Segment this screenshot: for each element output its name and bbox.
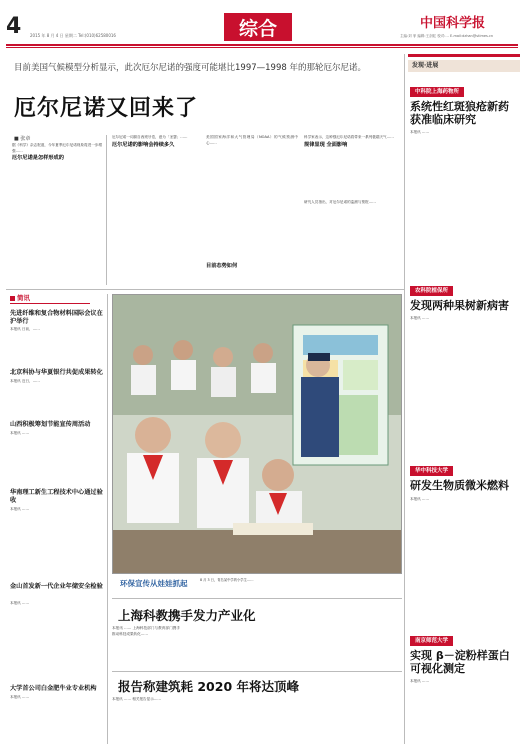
sidebar-item-text: 本报讯 ……	[410, 316, 430, 320]
section-label: 综合	[224, 13, 292, 41]
brief-text: 本报讯 ……	[10, 431, 30, 435]
brief-text: 本报讯 近日，……	[10, 379, 40, 383]
brief-text: 本报讯 日前，……	[10, 327, 40, 331]
newspaper-logo: 中国科学报	[420, 16, 486, 31]
header-rule-thin	[6, 47, 518, 48]
news-photo	[112, 294, 402, 574]
lead-column-3-text: 美国国家海洋和大气管理局（NOAA）的气候预测中心……	[206, 135, 298, 145]
lead-column-5-text: 研究人员指出，对厄尔尼诺的监测与预报……	[304, 200, 376, 204]
sidebar-tag: 中科院上海药物所	[410, 87, 464, 97]
sidebar-heading: 发现·进展	[408, 60, 520, 72]
column-divider	[106, 135, 107, 285]
sidebar	[408, 54, 520, 744]
sidebar-item-title: 研发生物质微米燃料	[410, 479, 509, 492]
issue-meta: 2015 年 8 月 4 日 星期二 Tel:(010)62580016	[30, 33, 116, 38]
sidebar-item-text: 本报讯 ……	[410, 130, 430, 134]
section-divider	[112, 671, 402, 672]
page-header	[0, 0, 524, 44]
sidebar-item-title: 实现 β－淀粉样蛋白可视化测定	[410, 649, 510, 675]
sidebar-item-title: 系统性红斑狼疮新药获准临床研究	[410, 100, 509, 126]
lead-subhead-2-block	[206, 262, 298, 282]
lead-column-5	[304, 200, 402, 285]
briefs-heading	[10, 294, 90, 304]
sidebar-item-text: 本报讯 ……	[410, 679, 430, 683]
lead-subhead-4: 规律显现 全面影响	[304, 141, 348, 148]
page-number: 4	[6, 14, 22, 39]
photo-caption-title: 环保宣传从娃娃抓起	[120, 579, 188, 588]
brief-title: 先进纤维和复合物材料国际会议在沪举行	[10, 310, 103, 325]
photo-caption-text: 8 月 3 日，青岛某中学的小学生……	[200, 578, 254, 582]
briefs-icon	[10, 296, 15, 301]
article-title: 上海科教携手发力产业化	[118, 608, 256, 623]
article-title: 报告称建筑耗 2020 年将达顶峰	[118, 679, 299, 694]
lead-subhead-3: 厄尔尼诺的影响会持续多久	[112, 141, 175, 148]
section-divider	[6, 289, 404, 290]
sidebar-top-rule	[408, 54, 520, 57]
lead-subhead-1: 厄尔尼诺是怎样形成的	[12, 155, 64, 162]
briefs-heading-text: 简讯	[17, 294, 30, 302]
lead-kicker: 目前美国气候模型分析显示，此次厄尔尼诺的强度可能堪比1997—1998 年的那轮厄尔尼诺。	[14, 63, 366, 73]
lead-column-1	[12, 143, 102, 283]
brief-title: 北京科协与华夏银行共促成果转化	[10, 369, 103, 376]
brief-text: 本报讯 ……	[10, 601, 30, 605]
brief-title: 金山首发新一代企业年储安全检验	[10, 583, 103, 590]
lead-column-2-text: 厄尔尼诺一词源自西班牙语，意为「圣婴」……	[112, 135, 188, 139]
brief-title: 山西积极筹划节能宣传周活动	[10, 421, 91, 428]
sidebar-item-text: 本报讯 ……	[410, 497, 430, 501]
brief-title: 大学首公司白金肥牛业专业机构	[10, 685, 97, 692]
header-rule	[6, 44, 518, 46]
sidebar-tag: 南京师范大学	[410, 636, 453, 646]
lead-column-4-text: 科学家表示，这种强厄尔尼诺将带来一系列极端天气……	[304, 135, 394, 139]
sidebar-tag: 华中科技大学	[410, 466, 453, 476]
article-body: 本报讯 …… 上海科技部门与教育部门携手推动科技成果转化……	[112, 626, 180, 636]
column-divider	[107, 294, 108, 744]
photo-illustration	[113, 295, 402, 574]
sidebar-tag: 农科院植保所	[410, 286, 453, 296]
article-body: 本报讯 …… 相关报告显示……	[112, 697, 162, 701]
section-divider	[112, 598, 402, 599]
brief-title: 华南理工新生工程技术中心通过验收	[10, 489, 103, 504]
lead-subhead-2: 目前态势如何	[206, 263, 238, 269]
brief-text: 本报讯 ……	[10, 695, 30, 699]
lead-byline: ■ 张章	[14, 136, 31, 142]
lead-column-2	[112, 135, 200, 285]
editor-contacts: 主编:刘 菲 编辑:王剑虹 校对:… E-mail:dzhan@stimes.cn	[400, 34, 494, 38]
lead-title: 厄尔尼诺又回来了	[14, 96, 199, 121]
lead-column-4	[304, 135, 402, 195]
lead-column-1-text: 据《科学》杂志报道，今年夏季厄尔尼诺现象将进一步增强……	[12, 143, 102, 153]
column-divider	[404, 54, 405, 744]
brief-text: 本报讯 ……	[10, 507, 30, 511]
sidebar-item-title: 发现两种果树新病害	[410, 299, 509, 312]
